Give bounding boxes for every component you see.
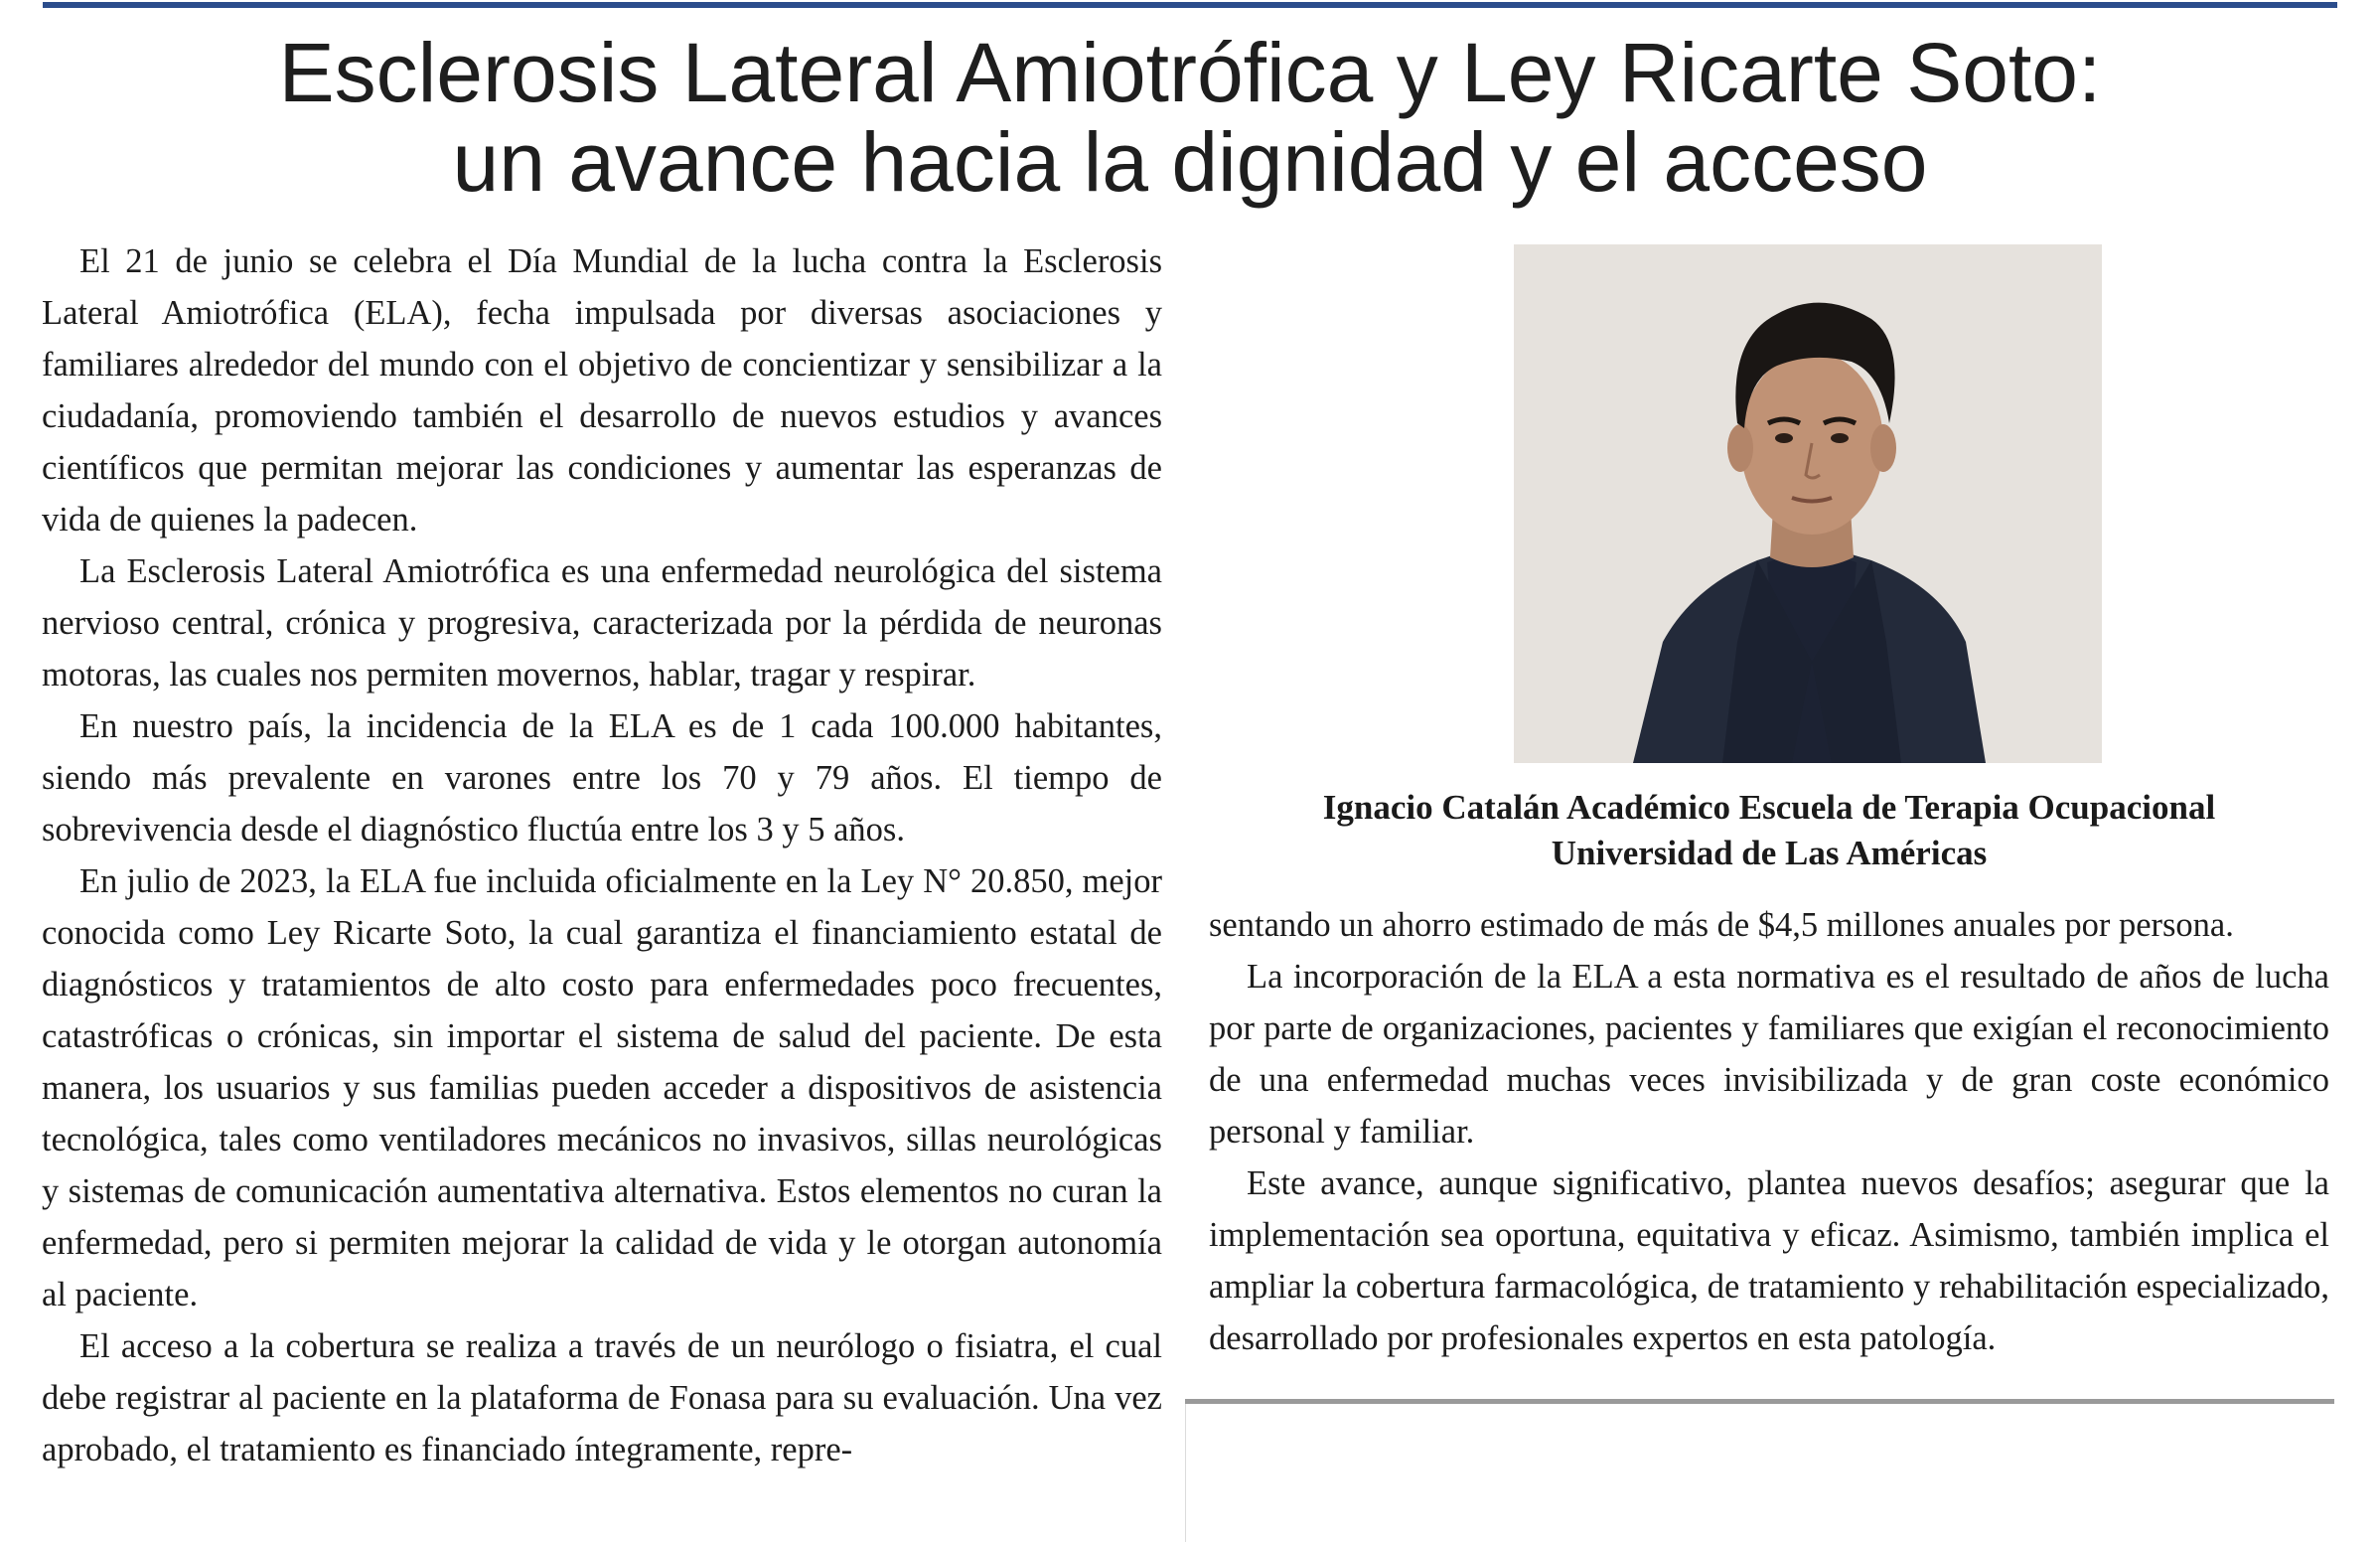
paragraph: La Esclerosis Lateral Amiotrófica es una enfermedad neurológica del sistema nervioso central, crónica y progresiva, caracterizada por la pérdida de neuronas motoras, las cuales nos permiten movernos, hablar, tragar y respirar.: [42, 552, 1162, 694]
left-column: [42, 235, 1162, 1475]
paragraph: El 21 de junio se celebra el Día Mundial de la lucha contra la Esclerosis Lateral Amiotrófica (ELA), fecha impulsada por diversas asociaciones y familiares alrededor del mundo con el objetivo de concientizar y sensibilizar a la ciudadanía, promoviendo también el desarrollo de nuevos estudios y avances científicos que permitan mejorar las condiciones y aumentar las esperanzas de vida de quienes la padecen.: [42, 242, 1162, 539]
column-divider: [1185, 1404, 1186, 1542]
paragraph: La incorporación de la ELA a esta normativa es el resultado de años de lucha por parte de organizaciones, pacientes y familiares que exigían el reconocimiento de una enfermedad muchas veces invisibilizada y de gran coste económico personal y familiar.: [1209, 958, 2329, 1151]
paragraph: En nuestro país, la incidencia de la ELA es de 1 cada 100.000 habitantes, siendo más prevalente en varones entre los 70 y 79 años. El tiempo de sobrevivencia desde el diagnóstico fluctúa entre los 3 y 5 años.: [42, 707, 1162, 848]
paragraph: El acceso a la cobertura se realiza a través de un neurólogo o fisiatra, el cual debe registrar al paciente en la plataforma de Fonasa para su evaluación. Una vez aprobado, el tratamiento es financiado íntegramente, repre-: [42, 1327, 1162, 1468]
right-column: [1209, 899, 2329, 1364]
headline-line-2: un avance hacia la dignidad y el acceso: [452, 115, 1928, 209]
photo-caption: [1209, 785, 2329, 876]
bottom-rule: [1185, 1399, 2334, 1404]
paragraph: Este avance, aunque significativo, plantea nuevos desafíos; asegurar que la implementación sea oportuna, equitativa y eficaz. Asimismo, también implica el ampliar la cobertura farmacológica, de tratamiento y rehabilitación especializado, desarrollado por profesionales expertos en esta patología.: [1209, 1164, 2329, 1357]
top-rule: [43, 2, 2337, 8]
article-headline: [0, 28, 2380, 207]
caption-line-2: Universidad de Las Américas: [1551, 834, 1988, 872]
caption-line-1: Ignacio Catalán Académico Escuela de Terapia Ocupacional: [1322, 788, 2216, 827]
paragraph: En julio de 2023, la ELA fue incluida oficialmente en la Ley N° 20.850, mejor conocida como Ley Ricarte Soto, la cual garantiza el financiamiento estatal de diagnósticos y tratamientos de alto costo para enfermedades poco frecuentes, catastróficas o crónicas, sin importar el sistema de salud del paciente. De esta manera, los usuarios y sus familias pueden acceder a dispositivos de asistencia tecnológica, tales como ventiladores mecánicos no invasivos, sillas neurológicas y sistemas de comunicación aumentativa alternativa. Estos elementos no curan la enfermedad, pero si permiten mejorar la calidad de vida y le otorgan autonomía al paciente.: [42, 862, 1162, 1313]
author-photo: [1514, 244, 2102, 763]
paragraph-continuation: sentando un ahorro estimado de más de $4,5 millones anuales por persona.: [1209, 906, 2234, 944]
headline-line-1: Esclerosis Lateral Amiotrófica y Ley Ricarte Soto:: [278, 26, 2102, 119]
